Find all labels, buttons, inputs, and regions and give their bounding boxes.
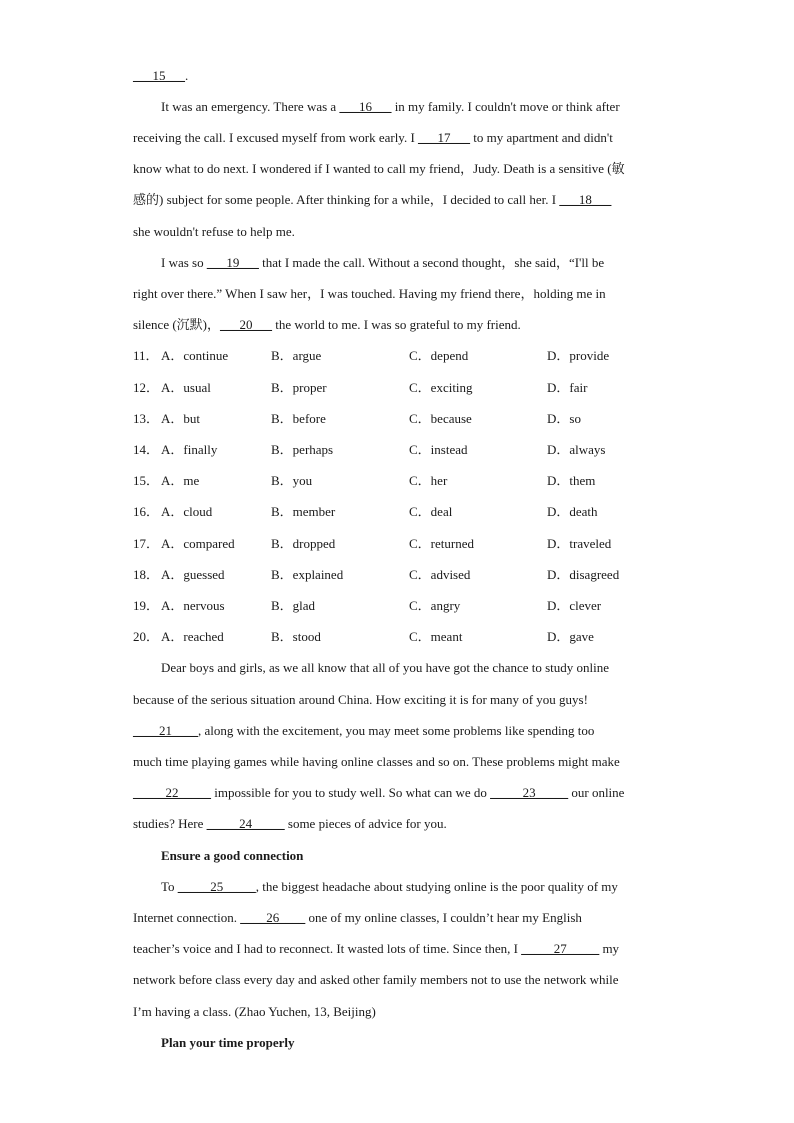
- question-row: [133, 598, 693, 614]
- passage2-intro-line-4: much time playing games while having online classes and so on. These problems might make: [133, 754, 620, 769]
- blank-19: ___19___: [206, 255, 259, 270]
- passage2-intro-line-6: studies? Here _____24_____ some pieces of advice for you.: [133, 816, 447, 831]
- option-a: A．continue: [161, 348, 229, 363]
- option-a: A．nervous: [161, 598, 225, 613]
- option-b: B．stood: [271, 629, 321, 644]
- option-c: C．instead: [409, 442, 468, 457]
- option-b: B．proper: [271, 380, 327, 395]
- blank-24: _____24_____: [206, 816, 285, 831]
- question-row: [133, 473, 693, 489]
- option-c: C．because: [409, 411, 472, 426]
- question-number: 16．: [133, 504, 160, 519]
- option-b: B．perhaps: [271, 442, 334, 457]
- option-a: A．guessed: [161, 567, 225, 582]
- question-row: [133, 348, 693, 364]
- question-number: 20．: [133, 629, 160, 644]
- passage1-p1-line-3: know what to do next. I wondered if I wanted to call my friend，Judy. Death is a sensitive (敏: [133, 161, 625, 176]
- section1-line-4: network before class every day and asked other family members not to use the network while: [133, 972, 619, 987]
- option-d: D．gave: [547, 629, 594, 644]
- passage1-p2-line-2: right over there.” When I saw her，I was touched. Having my friend there，holding me in: [133, 286, 606, 301]
- question-number: 15．: [133, 473, 160, 488]
- blank-18: ___18___: [559, 192, 612, 207]
- option-c: C．her: [409, 473, 448, 488]
- passage1-p2-line-3: silence (沉默)，___20___ the world to me. I was so grateful to my friend.: [133, 317, 521, 332]
- passage1-p1-line-2: receiving the call. I excused myself from work early. I ___17___ to my apartment and didn't: [133, 130, 613, 145]
- blank-17: ___17___: [418, 130, 471, 145]
- section1-line-2: Internet connection. ____26____ one of my online classes, I couldn’t hear my English: [133, 910, 582, 925]
- blank-23: _____23_____: [490, 785, 569, 800]
- option-a: A．me: [161, 473, 200, 488]
- question-row: [133, 504, 693, 520]
- option-d: D．fair: [547, 380, 588, 395]
- option-b: B．before: [271, 411, 326, 426]
- blank-16: ___16___: [339, 99, 392, 114]
- blank-26: ____26____: [240, 910, 306, 925]
- section-heading-connection: Ensure a good connection: [161, 848, 304, 863]
- option-c: C．angry: [409, 598, 461, 613]
- passage1-p2-line-1: I was so ___19___ that I made the call. Without a second thought，she said，“I'll be: [161, 255, 605, 270]
- question-row: [133, 411, 693, 427]
- passage2-intro-line-1: Dear boys and girls, as we all know that all of you have got the chance to study online: [161, 660, 610, 675]
- option-b: B．explained: [271, 567, 344, 582]
- option-c: C．depend: [409, 348, 469, 363]
- blank-25: _____25_____: [177, 879, 256, 894]
- option-a: A．compared: [161, 536, 235, 551]
- section1-line-3: teacher’s voice and I had to reconnect. It wasted lots of time. Since then, I _____27_____ my: [133, 941, 620, 956]
- question-row: [133, 536, 693, 552]
- section-heading-time: Plan your time properly: [161, 1035, 295, 1050]
- option-d: D．death: [547, 504, 598, 519]
- option-d: D．clever: [547, 598, 602, 613]
- option-c: C．returned: [409, 536, 474, 551]
- option-d: D．provide: [547, 348, 610, 363]
- blank-27: _____27_____: [521, 941, 600, 956]
- option-a: A．cloud: [161, 504, 213, 519]
- question-number: 17．: [133, 536, 160, 551]
- option-c: C．exciting: [409, 380, 473, 395]
- option-c: C．meant: [409, 629, 463, 644]
- option-d: D．traveled: [547, 536, 612, 551]
- blank-22: _____22_____: [133, 785, 211, 800]
- question-row: [133, 629, 693, 645]
- passage2-intro-line-3: ____21____, along with the excitement, you may meet some problems like spending too: [133, 723, 595, 738]
- question-number: 12．: [133, 380, 160, 395]
- passage1-p1-line-1: It was an emergency. There was a ___16___ in my family. I couldn't move or think after: [161, 99, 620, 114]
- option-d: D．always: [547, 442, 606, 457]
- question-number: 11．: [133, 348, 159, 363]
- option-b: B．argue: [271, 348, 322, 363]
- option-a: A．reached: [161, 629, 224, 644]
- blank-15: ___15___: [133, 68, 185, 83]
- option-d: D．them: [547, 473, 596, 488]
- question-row: [133, 567, 693, 583]
- passage2-intro-line-5: _____22_____ impossible for you to study well. So what can we do _____23_____ our online: [133, 785, 625, 800]
- option-d: D．so: [547, 411, 581, 426]
- option-b: B．member: [271, 504, 336, 519]
- blank-20: ___20___: [220, 317, 273, 332]
- question-row: [133, 442, 693, 458]
- blank-21: ____21____: [133, 723, 198, 738]
- passage1-p1-line-4: 感的) subject for some people. After thinking for a while，I decided to call her. I ___18___: [133, 192, 612, 207]
- passage2-intro-line-2: because of the serious situation around China. How exciting it is for many of you guys!: [133, 692, 588, 707]
- passage1-p1-line-5: she wouldn't refuse to help me.: [133, 224, 295, 239]
- option-d: D．disagreed: [547, 567, 620, 582]
- option-c: C．advised: [409, 567, 471, 582]
- option-a: A．finally: [161, 442, 218, 457]
- passage1-fragment-line: ___15___.: [133, 68, 189, 83]
- option-c: C．deal: [409, 504, 453, 519]
- question-number: 18．: [133, 567, 160, 582]
- option-b: B．glad: [271, 598, 316, 613]
- section1-line-5: I’m having a class. (Zhao Yuchen, 13, Beijing): [133, 1004, 376, 1019]
- option-b: B．you: [271, 473, 313, 488]
- question-number: 13．: [133, 411, 160, 426]
- option-b: B．dropped: [271, 536, 336, 551]
- question-number: 19．: [133, 598, 160, 613]
- option-a: A．but: [161, 411, 201, 426]
- question-row: [133, 380, 693, 396]
- option-a: A．usual: [161, 380, 211, 395]
- question-number: 14．: [133, 442, 160, 457]
- section1-line-1: To _____25_____, the biggest headache about studying online is the poor quality of my: [161, 879, 618, 894]
